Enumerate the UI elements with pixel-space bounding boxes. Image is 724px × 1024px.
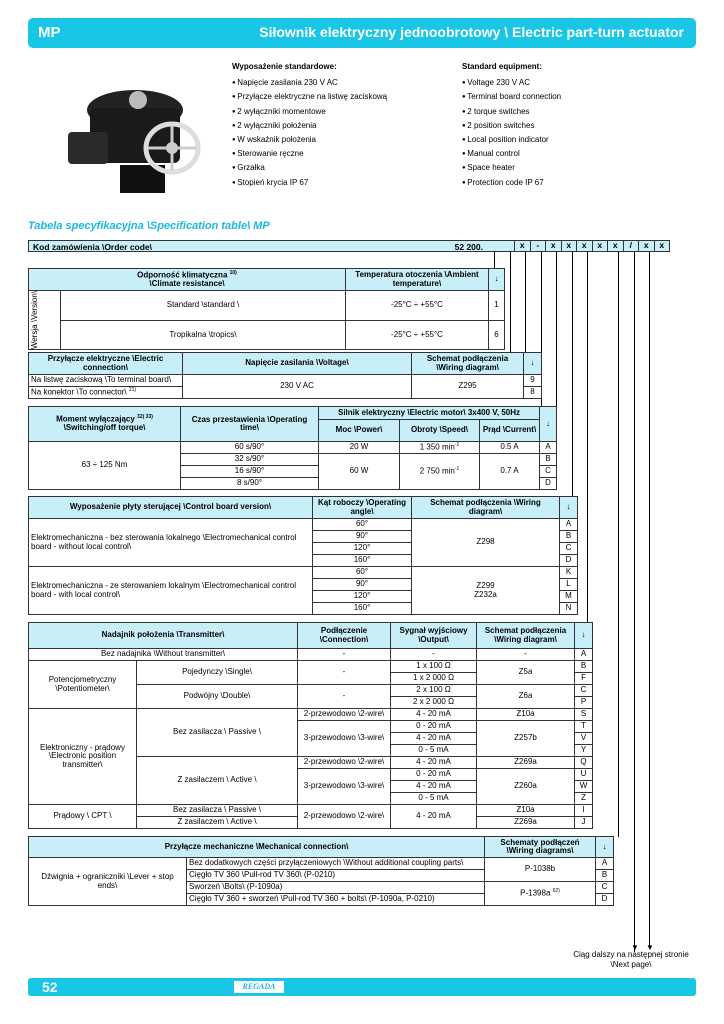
- torque-table: [28, 406, 557, 490]
- connection-code: 8: [524, 387, 542, 399]
- list-item: ● Terminal board connection: [462, 90, 662, 104]
- wiring-value: Z6a: [477, 685, 575, 709]
- mechanical-option: Sworzeń \Bolts\ (P-1090a): [187, 882, 485, 894]
- code-cell: x: [607, 240, 623, 252]
- output-value: 1 x 100 Ω: [391, 661, 477, 673]
- list-item: ● Local position indicator: [462, 133, 662, 147]
- potentiometer-label: Potencjometryczny \Potentiometer\: [29, 661, 137, 709]
- climate-header: Odporność klimatyczna $^{10)}$ \Climate resistance\: [29, 269, 346, 291]
- transmitter-code: Z: [575, 793, 593, 805]
- wiring-header: Schematy podłączeń \Wiring diagrams\: [485, 837, 596, 858]
- output-value: 4 - 20 mA: [391, 757, 477, 769]
- diagram-value: P-1038b: [485, 858, 596, 882]
- brand-logo: REGADA: [234, 981, 284, 993]
- voltage-header: Napięcie zasilania \Voltage\: [183, 353, 412, 375]
- output-value: 4 - 20 mA: [391, 781, 477, 793]
- time-code: A: [540, 442, 557, 454]
- transmitter-code: T: [575, 721, 593, 733]
- output-header: Sygnał wyjściowy \Output\: [391, 623, 477, 649]
- arrow-cell: ↓: [540, 407, 557, 442]
- list-item: ● Manual control: [462, 147, 662, 161]
- page-title: Siłownik elektryczny jednoobrotowy \ Electric part-turn actuator: [259, 24, 684, 40]
- code-cell: -: [530, 240, 546, 252]
- control-board-table: [28, 496, 578, 615]
- code-cell: x: [654, 240, 670, 252]
- climate-temp: -25°C ÷ +55°C: [346, 320, 489, 350]
- angle-value: 60°: [313, 567, 412, 579]
- arrow-down-icon: ▼: [631, 943, 639, 952]
- mechanical-code: C: [596, 882, 614, 894]
- climate-table: [28, 268, 505, 350]
- board-code: A: [560, 519, 578, 531]
- code-cell: x: [638, 240, 654, 252]
- arrow-cell: ↓: [560, 497, 578, 519]
- wiring-value: Z269a: [477, 817, 575, 829]
- connection-value: 2-przewodowo \2-wire\: [298, 709, 391, 721]
- output-value: 4 - 20 mA: [391, 709, 477, 721]
- list-item: ● Space heater: [462, 161, 662, 175]
- passive-label: Bez zasilacza \ Passive \: [137, 805, 298, 817]
- board-code: B: [560, 531, 578, 543]
- connection-value: 3-przewodowo \3-wire\: [298, 721, 391, 757]
- mechanical-connection-table: [28, 836, 614, 906]
- power-value: 60 W: [319, 454, 400, 490]
- section-title: Tabela specyfikacyjna \Specification table\ MP: [28, 220, 270, 232]
- list-item: ● Napięcie zasilania 230 V AC: [232, 76, 442, 90]
- list-item: ● 2 wyłączniki położenia: [232, 119, 442, 133]
- equipment-en-title: Standard equipment:: [462, 62, 543, 71]
- wiring-header: Schemat podłączenia \Wiring diagram\: [412, 353, 524, 375]
- active-label: Z zasilaczem \ Active \: [137, 817, 298, 829]
- page-header: [28, 18, 696, 48]
- current-value: 0.7 A: [480, 454, 540, 490]
- output-value: 2 x 100 Ω: [391, 685, 477, 697]
- climate-code: 6: [489, 320, 505, 350]
- double-label: Podwójny \Double\: [137, 685, 298, 709]
- electronic-label: Elektroniczny - prądowy \Electronic position transmitter\: [29, 709, 137, 805]
- power-value: 20 W: [319, 442, 400, 454]
- passive-label: Bez zasilacza \ Passive \: [137, 709, 298, 757]
- arrow-cell: ↓: [575, 623, 593, 649]
- single-label: Pojedynczy \Single\: [137, 661, 298, 685]
- voltage-value: 230 V AC: [183, 375, 412, 399]
- output-value: 2 x 2 000 Ω: [391, 697, 477, 709]
- transmitter-code: I: [575, 805, 593, 817]
- wiring-value: Z269a: [477, 757, 575, 769]
- output-value: 1 x 2 000 Ω: [391, 673, 477, 685]
- code-cell: x: [514, 240, 530, 252]
- board-code: D: [560, 555, 578, 567]
- board-code: N: [560, 603, 578, 615]
- dash: -: [298, 685, 391, 709]
- board-code: C: [560, 543, 578, 555]
- board-version: Elektromechaniczna - bez sterowania lokalnego \Electromechanical control board - without local control\: [29, 519, 313, 567]
- dash: -: [391, 649, 477, 661]
- angle-value: 120°: [313, 543, 412, 555]
- wiring-header: Schemat podłączenia \Wiring diagram\: [412, 497, 560, 519]
- connection-code: 9: [524, 375, 542, 387]
- speed-value: 1 350 $\min^{-1}$: [400, 442, 480, 454]
- next-page-note: Ciąg dalszy na następnej stronie \Next page\: [573, 950, 689, 969]
- list-item: ● Grzałka: [232, 161, 442, 175]
- code-cell: x: [561, 240, 577, 252]
- board-header: Wyposażenie płyty sterującej \Control board version\: [29, 497, 313, 519]
- list-item: ● 2 wyłączniki momentowe: [232, 105, 442, 119]
- order-code-label: Kod zamówienia \Order code\: [33, 242, 153, 252]
- time-value: 60 s/90°: [181, 442, 319, 454]
- no-transmitter: Bez nadajnika \Without transmitter\: [29, 649, 298, 661]
- board-version: Elektromechaniczna - ze sterowaniem lokalnym \Electromechanical control board - with local control\: [29, 567, 313, 615]
- transmitter-code: J: [575, 817, 593, 829]
- product-code: MP: [38, 24, 61, 41]
- connection-value: 3-przewodowo \3-wire\: [298, 769, 391, 805]
- current-header: Prąd \Current\: [480, 420, 540, 442]
- order-code-value: 52 200.: [454, 242, 483, 252]
- torque-header: Moment wyłączający $^{32) 33)}$ \Switching/off torque\: [29, 407, 181, 442]
- wiring-value: Z10a: [477, 805, 575, 817]
- board-code: L: [560, 579, 578, 591]
- time-code: B: [540, 454, 557, 466]
- dash: -: [477, 649, 575, 661]
- time-value: 16 s/90°: [181, 466, 319, 478]
- motor-header: Silnik elektryczny \Electric motor\ 3x400 V, 50Hz: [319, 407, 540, 420]
- connection-header: Przyłącze elektryczne \Electric connection\: [29, 353, 183, 375]
- connection-connector: Na konektor \To connector\ $^{21)}$: [29, 387, 183, 399]
- list-item: ● 2 torque switches: [462, 105, 662, 119]
- connection-terminal: Na listwę zaciskową \To terminal board\: [29, 375, 183, 387]
- transmitter-table: [28, 622, 593, 829]
- wiring-value: Z5a: [477, 661, 575, 685]
- wiring-value: Z257b: [477, 721, 575, 757]
- wiring-value: Z298: [412, 519, 560, 567]
- actuator-photo: [60, 70, 210, 200]
- angle-value: 60°: [313, 519, 412, 531]
- board-code: M: [560, 591, 578, 603]
- transmitter-code: C: [575, 685, 593, 697]
- output-value: 4 - 20 mA: [391, 805, 477, 829]
- page-number: 52: [42, 979, 58, 995]
- list-item: ● Stopień krycia IP 67: [232, 176, 442, 190]
- dash: -: [298, 649, 391, 661]
- order-code-bar: [28, 240, 670, 252]
- power-header: Moc \Power\: [319, 420, 400, 442]
- version-label: Wersja \Version\: [29, 291, 61, 350]
- climate-temp: -25°C ÷ +55°C: [346, 291, 489, 321]
- transmitter-code: S: [575, 709, 593, 721]
- mechanical-code: A: [596, 858, 614, 870]
- arrow-cell: ↓: [596, 837, 614, 858]
- wiring-value: Z260a: [477, 769, 575, 805]
- electric-connection-table: [28, 352, 542, 399]
- standard-equipment-en: [462, 60, 662, 190]
- connection-value: 2-przewodowo \2-wire\: [298, 757, 391, 769]
- arrow-down-icon: ▼: [646, 943, 654, 952]
- mechanical-code: D: [596, 894, 614, 906]
- connection-header: Podłączenie \Connection\: [298, 623, 391, 649]
- output-value: 0 - 5 mA: [391, 793, 477, 805]
- time-code: D: [540, 478, 557, 490]
- angle-header: Kąt roboczy \Operating angle\: [313, 497, 412, 519]
- board-code: K: [560, 567, 578, 579]
- arrow-cell: ↓: [489, 269, 505, 291]
- active-label: Z zasilaczem \ Active \: [137, 757, 298, 805]
- angle-value: 160°: [313, 555, 412, 567]
- temp-header: Temperatura otoczenia \Ambient temperature\: [346, 269, 489, 291]
- wiring-value: Z295: [412, 375, 524, 399]
- transmitter-code: P: [575, 697, 593, 709]
- angle-value: 120°: [313, 591, 412, 603]
- time-code: C: [540, 466, 557, 478]
- output-value: 0 - 20 mA: [391, 721, 477, 733]
- transmitter-code: A: [575, 649, 593, 661]
- list-item: ● Przyłącze elektryczne na listwę zaciskową: [232, 90, 442, 104]
- list-item: ● Voltage 230 V AC: [462, 76, 662, 90]
- cpt-label: Prądowy \ CPT \: [29, 805, 137, 829]
- equipment-pl-title: Wyposażenie standardowe:: [232, 62, 337, 71]
- transmitter-code: V: [575, 733, 593, 745]
- page-footer: [28, 978, 696, 996]
- mechanical-option: Cięgło TV 360 + sworzeń \Pull-rod TV 360 + bolts\ (P-1090a, P-0210): [187, 894, 485, 906]
- output-value: 4 - 20 mA: [391, 733, 477, 745]
- code-cell: x: [576, 240, 592, 252]
- speed-header: Obroty \Speed\: [400, 420, 480, 442]
- transmitter-code: F: [575, 673, 593, 685]
- arrow-cell: ↓: [524, 353, 542, 375]
- mechanical-option: Bez dodatkowych części przyłączeniowych \Without additional coupling parts\: [187, 858, 485, 870]
- speed-value: 2 750 $\min^{-1}$: [400, 454, 480, 490]
- code-cell: x: [592, 240, 608, 252]
- output-value: 0 - 20 mA: [391, 769, 477, 781]
- current-value: 0.5 A: [480, 442, 540, 454]
- list-item: ● Protection code IP 67: [462, 176, 662, 190]
- code-cell: x: [545, 240, 561, 252]
- wiring-value: Z299 Z232a: [412, 567, 560, 615]
- code-cell: /: [623, 240, 639, 252]
- angle-value: 90°: [313, 579, 412, 591]
- order-code-cells: [514, 240, 669, 252]
- transmitter-code: Q: [575, 757, 593, 769]
- time-header: Czas przestawienia \Operating time\: [181, 407, 319, 442]
- angle-value: 90°: [313, 531, 412, 543]
- time-value: 8 s/90°: [181, 478, 319, 490]
- wiring-header: Schemat podłączenia \Wiring diagram\: [477, 623, 575, 649]
- list-item: ● 2 position switches: [462, 119, 662, 133]
- time-value: 32 s/90°: [181, 454, 319, 466]
- diagram-value: P-1398a $^{62)}$: [485, 882, 596, 906]
- transmitter-code: W: [575, 781, 593, 793]
- mechanical-code: B: [596, 870, 614, 882]
- climate-name: Tropikalna \tropics\: [61, 320, 346, 350]
- transmitter-code: B: [575, 661, 593, 673]
- dash: -: [298, 661, 391, 685]
- angle-value: 160°: [313, 603, 412, 615]
- connection-value: 2-przewodowo \2-wire\: [298, 805, 391, 829]
- lever-label: Dźwignia + ograniczniki \Lever + stop ends\: [29, 858, 187, 906]
- mechanical-option: Cięgło TV 360 \Pull-rod TV 360\ (P-0210): [187, 870, 485, 882]
- climate-code: 1: [489, 291, 505, 321]
- transmitter-code: U: [575, 769, 593, 781]
- transmitter-code: Y: [575, 745, 593, 757]
- list-item: ● W wskaźnik położenia: [232, 133, 442, 147]
- wiring-value: Z10a: [477, 709, 575, 721]
- standard-equipment-pl: [232, 60, 442, 190]
- transmitter-header: Nadajnik położenia \Transmitter\: [29, 623, 298, 649]
- climate-name: Standard \standard \: [61, 291, 346, 321]
- list-item: ● Sterowanie ręczne: [232, 147, 442, 161]
- mechanical-header: Przyłącze mechaniczne \Mechanical connection\: [29, 837, 485, 858]
- torque-value: 63 ÷ 125 Nm: [29, 442, 181, 490]
- output-value: 0 - 5 mA: [391, 745, 477, 757]
